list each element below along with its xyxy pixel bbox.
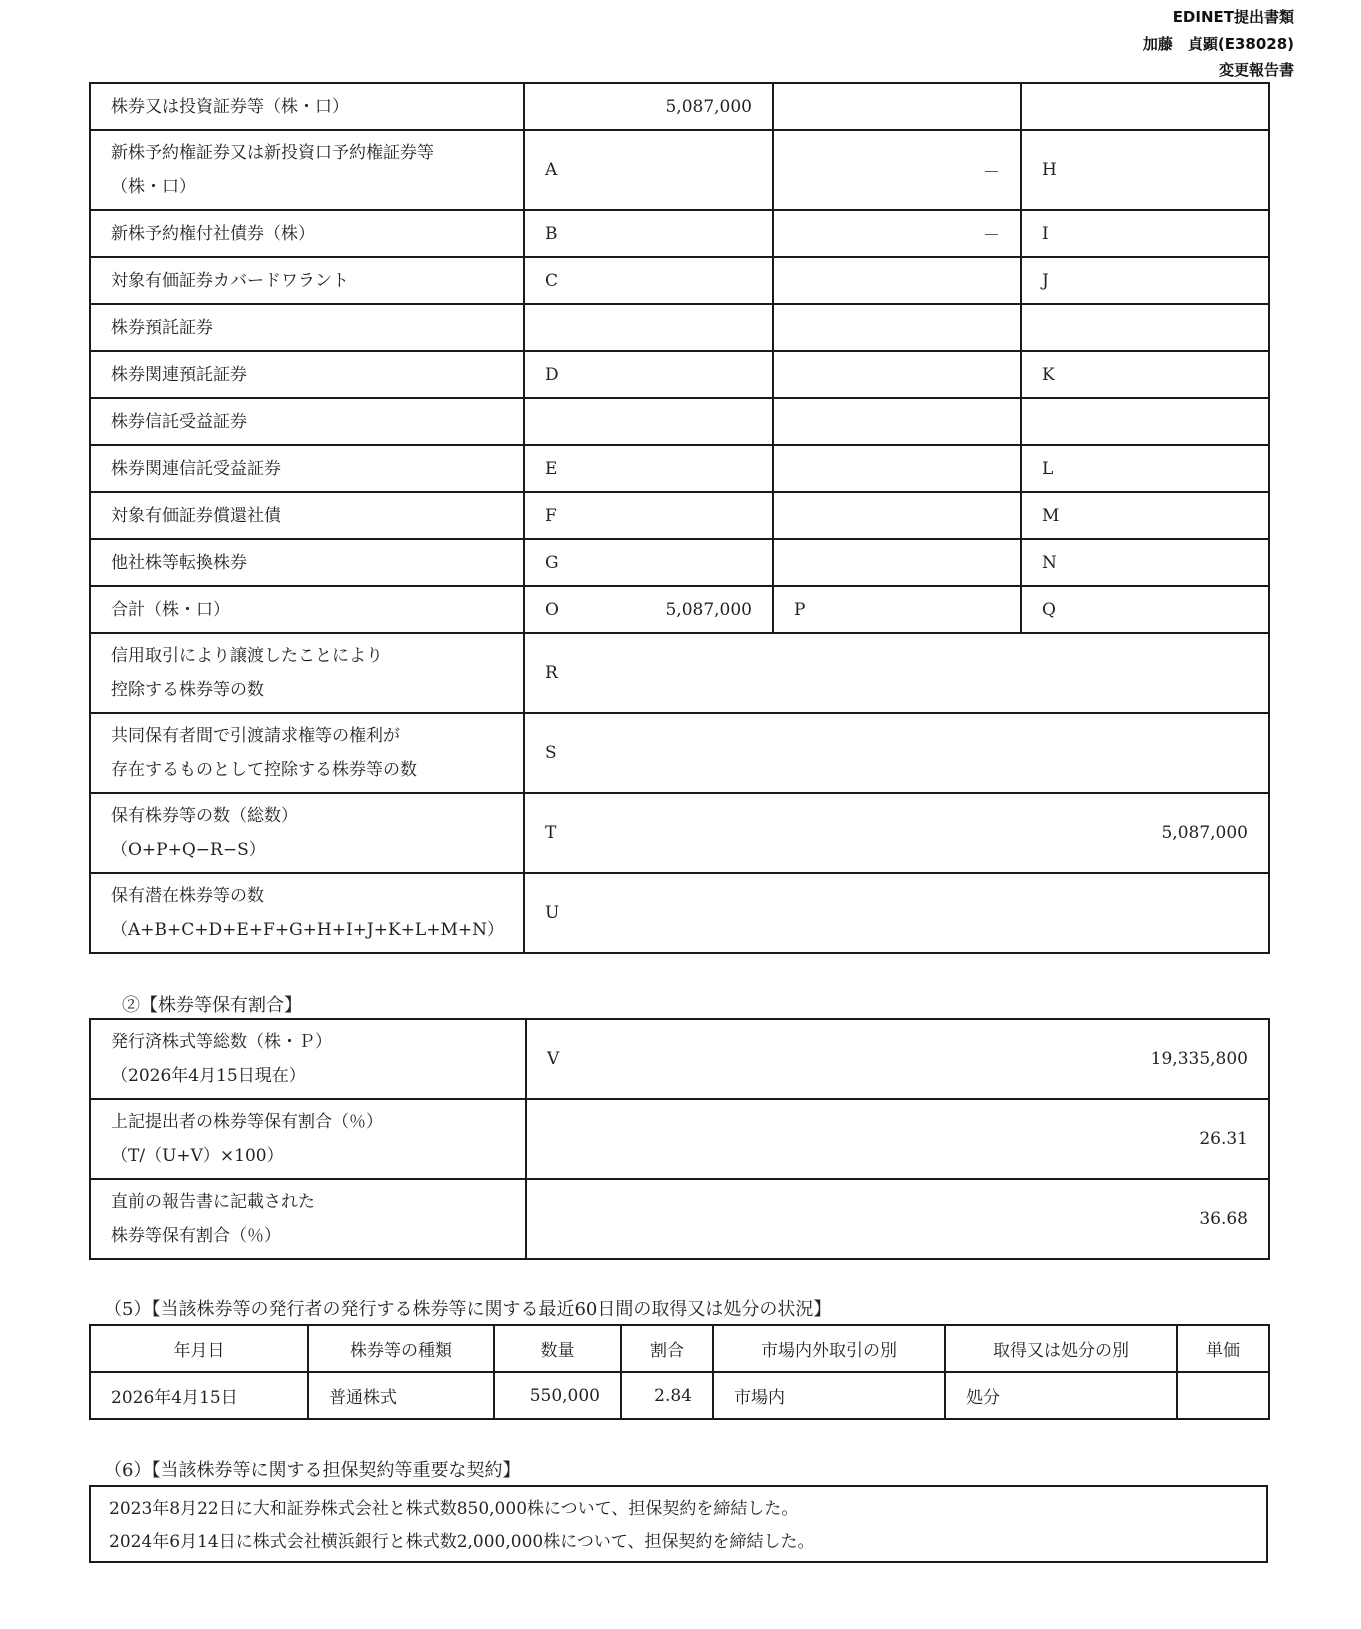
item-code: A <box>545 160 558 180</box>
value-cell <box>1021 130 1269 210</box>
value-cell <box>524 793 1269 873</box>
value-cell <box>1021 586 1269 633</box>
table-row <box>90 1019 1269 1099</box>
label-subtext: （T/（U+V）×100） <box>111 1146 284 1166</box>
label-text: 新株予約権証券又は新投資口予約権証券等 <box>111 143 434 163</box>
label-subtext: 控除する株券等の数 <box>111 680 264 700</box>
item-value: 26.31 <box>1199 1129 1248 1149</box>
value-cell <box>773 130 1021 210</box>
table-cell <box>1177 1372 1269 1419</box>
table-row <box>90 83 1269 130</box>
label-text: 合計（株・口） <box>111 599 230 620</box>
label-text: 共同保有者間で引渡請求権等の権利が <box>111 726 400 746</box>
table-row <box>90 351 1269 398</box>
row-label <box>90 586 524 633</box>
item-code: T <box>545 823 557 843</box>
table-cell: 2026年4月15日 <box>90 1372 308 1419</box>
row-label <box>90 713 524 793</box>
item-code: I <box>1042 223 1049 244</box>
item-code: O <box>545 599 559 620</box>
label-text: 株券関連信託受益証券 <box>111 458 281 479</box>
value-cell <box>1021 445 1269 492</box>
label-text: 発行済株式等総数（株・Ｐ） <box>111 1032 332 1052</box>
table-cell: 550,000 <box>494 1372 621 1419</box>
value-cell <box>773 304 1021 351</box>
column-header: 市場内外取引の別 <box>713 1325 945 1372</box>
table-row <box>90 793 1269 873</box>
item-code: V <box>547 1049 560 1069</box>
column-header: 年月日 <box>90 1325 308 1372</box>
table-row <box>90 210 1269 257</box>
item-value: － <box>983 162 1000 183</box>
holdings-table <box>89 82 1270 954</box>
table-cell: 普通株式 <box>308 1372 494 1419</box>
label-subtext: 株券等保有割合（％） <box>111 1226 281 1246</box>
edinet-header: EDINET提出書類 <box>1172 8 1294 26</box>
item-code: U <box>545 903 560 923</box>
value-cell <box>524 492 773 539</box>
item-value: 36.68 <box>1199 1209 1248 1229</box>
value-cell <box>1021 257 1269 304</box>
row-label <box>90 210 524 257</box>
value-cell <box>524 445 773 492</box>
table-cell: 処分 <box>945 1372 1177 1419</box>
value-cell <box>773 351 1021 398</box>
value-cell <box>1021 351 1269 398</box>
value-cell <box>524 83 773 130</box>
value-cell <box>773 445 1021 492</box>
label-text: 株券関連預託証券 <box>111 364 247 385</box>
table-row <box>90 1179 1269 1259</box>
table-cell: 市場内 <box>713 1372 945 1419</box>
value-cell <box>773 586 1021 633</box>
item-code: Q <box>1042 599 1056 620</box>
value-cell <box>1021 83 1269 130</box>
value-cell <box>1021 210 1269 257</box>
value-cell <box>773 492 1021 539</box>
value-cell <box>524 210 773 257</box>
value-cell <box>773 210 1021 257</box>
item-code: L <box>1042 458 1054 479</box>
column-header: 取得又は処分の別 <box>945 1325 1177 1372</box>
value-cell <box>773 539 1021 586</box>
item-code: D <box>545 364 559 385</box>
table-row <box>90 539 1269 586</box>
row-label <box>90 304 524 351</box>
value-cell <box>524 873 1269 953</box>
value-cell <box>524 633 1269 713</box>
filer-name: 加藤 貞顕(E38028) <box>1142 35 1294 53</box>
transactions-section-title: （5）【当該株券等の発行者の発行する株券等に関する最近60日間の取得又は処分の状況】 <box>104 1299 832 1320</box>
value-cell <box>524 586 773 633</box>
contract-line: 2024年6月14日に株式会社横浜銀行と株式数2,000,000株について、担保契約を締結した。 <box>109 1532 815 1552</box>
item-code: S <box>545 743 557 763</box>
value-cell <box>773 257 1021 304</box>
row-label <box>90 398 524 445</box>
table-row <box>90 713 1269 793</box>
contract-line: 2023年8月22日に大和証券株式会社と株式数850,000株について、担保契約を締結した。 <box>109 1499 799 1519</box>
row-label <box>90 492 524 539</box>
label-text: 対象有価証券償還社債 <box>111 505 281 526</box>
label-subtext: （株・口） <box>111 177 196 197</box>
row-label <box>90 873 524 953</box>
row-label <box>90 1099 526 1179</box>
column-header: 数量 <box>494 1325 621 1372</box>
label-subtext: （A+B+C+D+E+F+G+H+I+J+K+L+M+N） <box>111 920 504 940</box>
label-text: 株券又は投資証券等（株・口） <box>111 96 349 117</box>
value-cell <box>1021 304 1269 351</box>
row-label <box>90 539 524 586</box>
value-cell <box>1021 492 1269 539</box>
label-text: 新株予約権付社債券（株） <box>111 223 315 244</box>
label-text: 他社株等転換株券 <box>111 552 247 573</box>
table-row <box>90 445 1269 492</box>
ratio-table <box>89 1018 1270 1260</box>
label-text: 株券預託証券 <box>111 317 213 338</box>
table-row <box>90 1372 1269 1419</box>
value-cell <box>526 1099 1269 1179</box>
label-text: 保有株券等の数（総数） <box>111 806 298 826</box>
item-value: 5,087,000 <box>1161 823 1248 843</box>
table-row <box>90 586 1269 633</box>
document-type: 変更報告書 <box>1218 61 1294 79</box>
value-cell <box>1021 539 1269 586</box>
item-code: M <box>1042 505 1060 526</box>
label-text: 対象有価証券カバードワラント <box>111 270 349 291</box>
label-text: 信用取引により譲渡したことにより <box>111 646 383 666</box>
value-cell <box>524 130 773 210</box>
value-cell <box>524 304 773 351</box>
value-cell <box>524 713 1269 793</box>
item-code: R <box>545 663 558 683</box>
label-text: 保有潜在株券等の数 <box>111 886 264 906</box>
table-cell: 2.84 <box>621 1372 713 1419</box>
row-label <box>90 130 524 210</box>
table-row <box>90 304 1269 351</box>
label-subtext: 存在するものとして控除する株券等の数 <box>111 760 417 780</box>
row-label <box>90 445 524 492</box>
table-row <box>90 873 1269 953</box>
row-label <box>90 1019 526 1099</box>
row-label <box>90 633 524 713</box>
table-row <box>90 257 1269 304</box>
label-text: 株券信託受益証券 <box>111 411 247 432</box>
item-code: E <box>545 458 558 479</box>
table-row <box>90 1099 1269 1179</box>
contracts-section-title: （6）【当該株券等に関する担保契約等重要な契約】 <box>104 1460 521 1481</box>
value-cell <box>526 1179 1269 1259</box>
item-value: － <box>983 226 1000 246</box>
item-code: C <box>545 270 559 291</box>
item-value: 5,087,000 <box>665 599 752 620</box>
transactions-table <box>89 1324 1270 1420</box>
item-code: J <box>1042 270 1049 291</box>
item-code: H <box>1042 160 1057 180</box>
row-label <box>90 1179 526 1259</box>
item-code: B <box>545 223 558 244</box>
value-cell <box>524 398 773 445</box>
row-label <box>90 83 524 130</box>
column-header: 株券等の種類 <box>308 1325 494 1372</box>
table-row <box>90 130 1269 210</box>
column-header: 単価 <box>1177 1325 1269 1372</box>
value-cell <box>526 1019 1269 1099</box>
item-value: 19,335,800 <box>1150 1049 1248 1069</box>
value-cell <box>1021 398 1269 445</box>
item-value: 5,087,000 <box>665 96 752 117</box>
column-header: 割合 <box>621 1325 713 1372</box>
value-cell <box>524 539 773 586</box>
value-cell <box>773 398 1021 445</box>
label-subtext: （2026年4月15日現在） <box>111 1066 306 1086</box>
value-cell <box>524 351 773 398</box>
label-text: 上記提出者の株券等保有割合（％） <box>111 1112 383 1132</box>
row-label <box>90 793 524 873</box>
table-row <box>90 492 1269 539</box>
ratio-section-title: ②【株券等保有割合】 <box>122 995 302 1016</box>
item-code: F <box>545 505 557 526</box>
row-label <box>90 351 524 398</box>
item-code: P <box>794 599 806 620</box>
contracts-box <box>89 1485 1268 1563</box>
table-row <box>90 398 1269 445</box>
row-label <box>90 257 524 304</box>
value-cell <box>524 257 773 304</box>
value-cell <box>773 83 1021 130</box>
item-code: N <box>1042 552 1057 573</box>
label-text: 直前の報告書に記載された <box>111 1192 315 1212</box>
item-code: G <box>545 552 559 573</box>
table-row <box>90 633 1269 713</box>
item-code: K <box>1042 364 1055 385</box>
label-subtext: （O+P+Q−R−S） <box>111 840 266 860</box>
